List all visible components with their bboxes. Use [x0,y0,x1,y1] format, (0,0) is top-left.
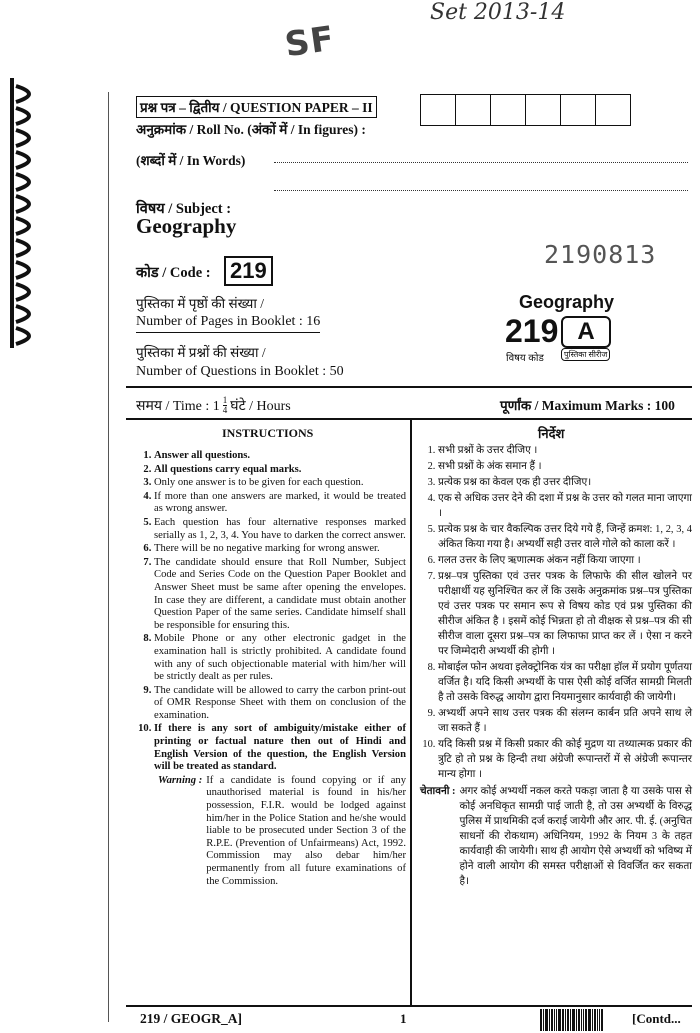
instruction-item: 3. Only one answer is to be given for each question. [154,477,406,490]
hindi-instructions-list [420,443,692,889]
question-paper-label: प्रश्न पत्र – द्वितीय / QUESTION PAPER – II [136,96,377,118]
instruction-item: 5. Each question has four alternative responses marked serially as 1, 2, 3, 4. You have to darken the correct answer. [154,517,406,542]
instructions-list [136,450,406,888]
footer-code: 219 / GEOGR_A] [140,1011,243,1026]
hindi-warning-label: चेतावनी : [420,786,456,797]
separator-line [126,386,692,388]
subject-label: विषय / Subject : [136,201,232,217]
warning-block [136,775,406,888]
warning-label: Warning : [158,774,203,786]
subject-value: Geography [136,214,237,238]
pages-label-hindi: पुस्तिका में पृष्ठों की संख्या / [136,296,265,311]
questions-label: Number of Questions in Booklet : 50 [136,364,344,379]
roll-words-line[interactable] [274,162,688,163]
time-fraction-denominator: 4 [222,405,228,415]
code-label: कोड / Code : [136,265,211,281]
hindi-instruction-item: 4. एक से अधिक उत्तर देने की दशा में प्रश्न के उत्तर को गलत माना जाएगा । [438,491,692,521]
page-number: 1 [400,1011,407,1026]
series-code: 219 [505,313,559,349]
hindi-instructions-title: निर्देश [538,426,565,441]
instruction-item: 4. If more than one answers are marked, it would be treated as wrong answer. [154,491,406,516]
handwritten-note: Set 2013-14 [430,0,566,25]
time-fraction [223,396,228,415]
time-unit: घंटे / Hours [230,399,291,414]
instruction-item: 8. Mobile Phone or any other electronic gadget in the examination hall is strictly prohibited. A candidate found with any of such objectionable material with him/her will be strictly dealt as per rules. [154,633,406,683]
hindi-instruction-item: 6. गलत उत्तर के लिए ऋणात्मक अंकन नहीं किया जाएगा । [438,553,692,568]
code-value: 219 [224,256,273,286]
roll-words-line-2[interactable] [274,190,688,191]
instruction-item: 10. If there is any sort of ambiguity/mistake either of printing or factual nature then out of Hindi and English Version of the question, the English Version will be treated as standard. [154,723,406,773]
roll-number-boxes[interactable] [420,94,631,126]
margin-rule [108,92,109,1022]
hindi-instruction-item: 7. प्रश्न–पत्र पुस्तिका एवं उत्तर पत्रक के लिफाफे की सील खोलने पर परीक्षार्थी यह सुनिश्चित कर लें कि उसके अनुक्रमांक प्रश्न–पत्र पुस्तिका एवं उत्तर पत्रक पर समान रूप से विषय कोड एवं प्रश्न पुस्तिका की सीरीज अंकित है । इसमें कोई भिन्नता हो तो वीक्षक से प्रश्न–पत्र की सी सीरीज वाला दूसरा प्रश्न–पत्र का लिफाफा प्राप्त कर लें । ऐसा न करने पर जिम्मेदारी अभ्यर्थी की होगी । [438,569,692,659]
hindi-instruction-item: 10. यदि किसी प्रश्न में किसी प्रकार की कोई मुद्रण या तथ्यात्मक प्रकार की त्रुटि हो तो प्रश्न के हिन्दी तथा अंग्रेजी रूपान्तरों में से अंग्रेजी रूपान्तर मान्य होगा । [438,737,692,782]
hindi-instruction-item: 3. प्रत्येक प्रश्न का केवल एक ही उत्तर दीजिए। [438,475,692,490]
series-letter: A [561,316,611,348]
contd-label: [Contd... [632,1011,681,1026]
max-marks: पूर्णांक / Maximum Marks : 100 [500,398,675,413]
roll-no-label: अनुक्रमांक / Roll No. (अंकों में / In figures) : [136,122,366,137]
pages-label: Number of Pages in Booklet : 16 [136,314,320,333]
column-divider [410,420,412,1005]
hindi-instruction-item: 8. मोबाईल फोन अथवा इलेक्ट्रोनिक यंत्र का परीक्षा हॉल में प्रयोग पूर्णतया वर्जित है। यदि किसी अभ्यर्थी के पास ऐसी कोई वर्जित सामग्री मिलती है तो उसके विरुद्ध आयोग द्वारा नियमानुसार कार्यवाही की जायेगी। [438,660,692,705]
instruction-item: 6. There will be no negative marking for wrong answer. [154,543,406,556]
roll-words-label: (शब्दों में / In Words) [136,153,246,168]
hindi-instruction-item: 9. अभ्यर्थी अपने साथ उत्तर पत्रक की संलग्न कार्बन प्रति अपने साथ ले जा सकते हैं । [438,706,692,736]
time-row [136,396,291,415]
serial-number: 2190813 [544,240,657,269]
hindi-instruction-item: 2. सभी प्रश्नों के अंक समान हैं । [438,459,692,474]
barcode [540,1009,604,1031]
series-subject: Geography [519,292,615,312]
time-fraction-numerator: 1 [222,395,228,405]
stamp-mark: SF [282,18,338,66]
instruction-item: 2. All questions carry equal marks. [154,464,406,477]
warning-text: If a candidate is found copying or if any unauthorised material is found in his/her possession, F.I.R. would be lodged against him/her in the Police Station and he/she would liable to be prosecuted under Section 3 of the R.P.E. (Prevention of Unfairmeans) Act, 1992. Commission may also debar him/her permanently from all future examinations of the Commission. [206,774,406,887]
hindi-warning-block [420,784,692,889]
instruction-item: 1. Answer all questions. [154,450,406,463]
series-label: पुस्तिका सीरीज [561,348,610,361]
footer-rule [126,1005,692,1007]
hindi-warning-text: अगर कोई अभ्यर्थी नकल करते पकड़ा जाता है या उसके पास से कोई अनधिकृत सामग्री पाई जाती है, तो उस अभ्यर्थी के विरुद्ध पुलिस में प्राथमिकी दर्ज कराई जायेगी और आर. पी. ई. (अनुचित साधनों की रोकथाम) अधिनियम, 1992 के नियम 3 के तहत कार्यवाही की जायेगी। साथ ही आयोग ऐसे अभ्यर्थी को भविष्य में होने वाली आयोग की समस्त परीक्षाओं से विवर्जित कर सकता है। [459,786,692,887]
instruction-item: 9. The candidate will be allowed to carry the carbon print-out of OMR Response Sheet with them on conclusion of the examination. [154,685,406,723]
time-label: समय / Time : 1 [136,399,220,414]
series-code-label: विषय कोड [506,353,544,364]
hindi-instruction-item: 5. प्रत्येक प्रश्न के चार वैकल्पिक उत्तर दिये गये हैं, जिन्हें क्रमश: 1, 2, 3, 4 अंकित किया गया है। अभ्यर्थी सही उत्तर वाले गोले को काला करें । [438,522,692,552]
hindi-instruction-item: 1. सभी प्रश्नों के उत्तर दीजिए । [438,443,692,458]
questions-label-hindi: पुस्तिका में प्रश्नों की संख्या / [136,345,266,360]
instruction-item: 7. The candidate should ensure that Roll Number, Subject Code and Series Code on the Question Paper Booklet and Answer Sheet must be same after opening the envelopes. In case they are different, a candidate must obtain another Question Paper of the same series. Candidate himself shall be responsible for ensuring this. [154,557,406,633]
binding-spiral [8,78,44,348]
separator-line-2 [126,418,692,420]
instructions-title: INSTRUCTIONS [222,426,314,440]
